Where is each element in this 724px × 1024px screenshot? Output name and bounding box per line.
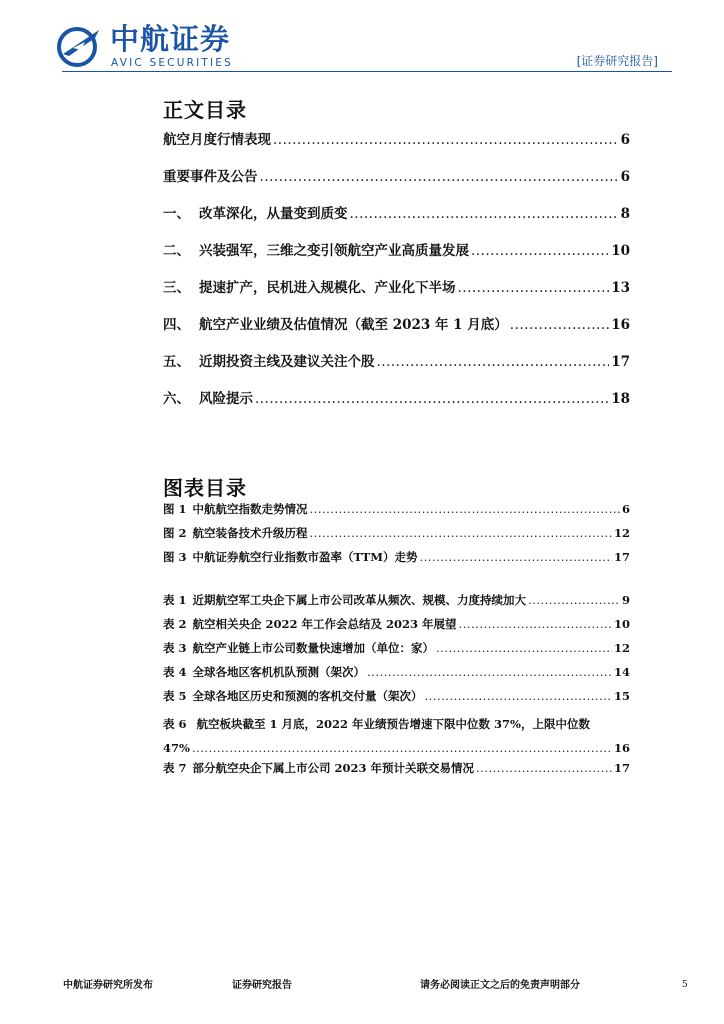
- toc-entry-number: 四、: [163, 317, 190, 333]
- toc-leader-dots: [471, 243, 609, 259]
- figure-number: 图 3: [163, 550, 187, 564]
- avic-logo-icon: [55, 20, 105, 70]
- figure-page: 6: [621, 502, 630, 516]
- toc-entry-number: 二、: [163, 243, 190, 259]
- table-entry[interactable]: [163, 712, 630, 760]
- toc-leader-dots: [425, 689, 612, 703]
- toc-leader-dots: [273, 132, 619, 148]
- toc-entry-page: 8: [620, 206, 630, 222]
- table-page: 12: [613, 641, 630, 655]
- toc-entry-page: 17: [611, 354, 630, 370]
- table-entry[interactable]: [163, 688, 630, 712]
- toc-leader-dots: [476, 761, 612, 775]
- toc-entry-label: 提速扩产，民机进入规模化、产业化下半场: [199, 280, 456, 296]
- footer-publisher: 中航证券研究所发布: [63, 980, 153, 991]
- figure-number: 图 2: [163, 526, 187, 540]
- toc-entry-label: 航空产业业绩及估值情况（截至 2023 年 1 月底）: [199, 317, 508, 333]
- toc-entry-label: 风险提示: [199, 391, 253, 407]
- figure-entry[interactable]: [163, 525, 630, 549]
- toc-entry-page: 18: [611, 391, 630, 407]
- toc-entry-label: 重要事件及公告: [163, 169, 258, 185]
- toc-entry[interactable]: [163, 350, 630, 387]
- table-number: 表 5: [163, 689, 187, 703]
- table-number: 表 1: [163, 593, 187, 607]
- toc-entry-page: 16: [611, 317, 630, 333]
- table-entry[interactable]: [163, 664, 630, 688]
- figure-list: [163, 501, 630, 573]
- toc-leader-dots: [459, 617, 612, 631]
- table-entry[interactable]: [163, 616, 630, 640]
- toc-entry-number: 六、: [163, 391, 190, 407]
- table-label: 航空相关央企 2022 年工作会总结及 2023 年展望: [192, 617, 457, 631]
- toc-leader-dots: [528, 593, 620, 607]
- figure-label: 中航航空指数走势情况: [192, 502, 308, 516]
- figure-label: 中航证券航空行业指数市盈率（TTM）走势: [192, 550, 418, 564]
- table-page: 10: [613, 617, 630, 631]
- toc-leader-dots: [367, 665, 612, 679]
- footer-report-type: 证券研究报告: [232, 980, 292, 991]
- toc-entry[interactable]: [163, 165, 630, 202]
- page-number: 5: [682, 980, 688, 990]
- toc-entry-page: 13: [611, 280, 630, 296]
- toc-leader-dots: [377, 354, 610, 370]
- logo-text-cn: 中航证券: [110, 22, 231, 56]
- table-label: 航空产业链上市公司数量快速增加（单位：家）: [192, 641, 435, 655]
- toc-leader-dots: [458, 280, 610, 296]
- table-label-continuation: 47%: [163, 741, 190, 755]
- toc-leader-dots: [255, 391, 609, 407]
- toc-leader-dots: [419, 550, 612, 564]
- table-page: 16: [613, 741, 630, 755]
- table-entry[interactable]: [163, 760, 630, 784]
- toc-figs-title: 图表目录: [163, 476, 247, 500]
- table-page: 9: [621, 593, 630, 607]
- toc-entry[interactable]: [163, 276, 630, 313]
- logo-text-en: AVIC SECURITIES: [111, 57, 233, 69]
- toc-entry-label: 近期投资主线及建议关注个股: [199, 354, 375, 370]
- table-label: 航空板块截至 1 月底，2022 年业绩预告增速下限中位数 37%，上限中位数: [196, 717, 590, 731]
- header-divider: [62, 71, 672, 72]
- toc-entry[interactable]: [163, 313, 630, 350]
- toc-entry-label: 改革深化，从量变到质变: [199, 206, 348, 222]
- toc-entry-number: 三、: [163, 280, 190, 296]
- table-number: 表 7: [163, 761, 187, 775]
- figure-entry[interactable]: [163, 549, 630, 573]
- figure-entry[interactable]: [163, 501, 630, 525]
- toc-leader-dots: [260, 169, 619, 185]
- toc-main-list: [163, 128, 630, 424]
- table-label: 全球各地区客机机队预测（架次）: [192, 665, 366, 679]
- toc-entry-label: 航空月度行情表现: [163, 132, 271, 148]
- figure-page: 17: [613, 550, 630, 564]
- table-list: [163, 592, 630, 784]
- figure-page: 12: [613, 526, 630, 540]
- toc-entry-page: 6: [620, 169, 630, 185]
- table-entry[interactable]: [163, 640, 630, 664]
- toc-leader-dots: [436, 641, 612, 655]
- table-page: 15: [613, 689, 630, 703]
- table-page: 14: [613, 665, 630, 679]
- table-number: 表 2: [163, 617, 187, 631]
- toc-leader-dots: [310, 502, 620, 516]
- toc-leader-dots: [192, 736, 612, 760]
- table-label: 全球各地区历史和预测的客机交付量（架次）: [192, 689, 423, 703]
- company-logo: [55, 20, 255, 70]
- toc-entry[interactable]: [163, 239, 630, 276]
- toc-entry-page: 10: [611, 243, 630, 259]
- report-type-tag: [证券研究报告]: [576, 54, 658, 68]
- toc-entry-number: 五、: [163, 354, 190, 370]
- toc-entry-page: 6: [620, 132, 630, 148]
- toc-leader-dots: [350, 206, 619, 222]
- table-number: 表 6: [163, 717, 187, 731]
- figure-number: 图 1: [163, 502, 187, 516]
- table-number: 表 3: [163, 641, 187, 655]
- toc-entry[interactable]: [163, 387, 630, 424]
- toc-main-title: 正文目录: [163, 98, 247, 122]
- table-label: 部分航空央企下属上市公司 2023 年预计关联交易情况: [192, 761, 475, 775]
- table-entry[interactable]: [163, 592, 630, 616]
- toc-entry-number: 一、: [163, 206, 190, 222]
- table-label: 近期航空军工央企下属上市公司改革从频次、规模、力度持续加大: [192, 593, 527, 607]
- table-number: 表 4: [163, 665, 187, 679]
- footer-disclaimer: 请务必阅读正文之后的免责声明部分: [420, 980, 580, 991]
- table-page: 17: [613, 761, 630, 775]
- toc-leader-dots: [310, 526, 612, 540]
- toc-entry[interactable]: [163, 202, 630, 239]
- toc-leader-dots: [510, 317, 609, 333]
- figure-label: 航空装备技术升级历程: [192, 526, 308, 540]
- toc-entry-label: 兴装强军，三维之变引领航空产业高质量发展: [199, 243, 469, 259]
- toc-entry[interactable]: [163, 128, 630, 165]
